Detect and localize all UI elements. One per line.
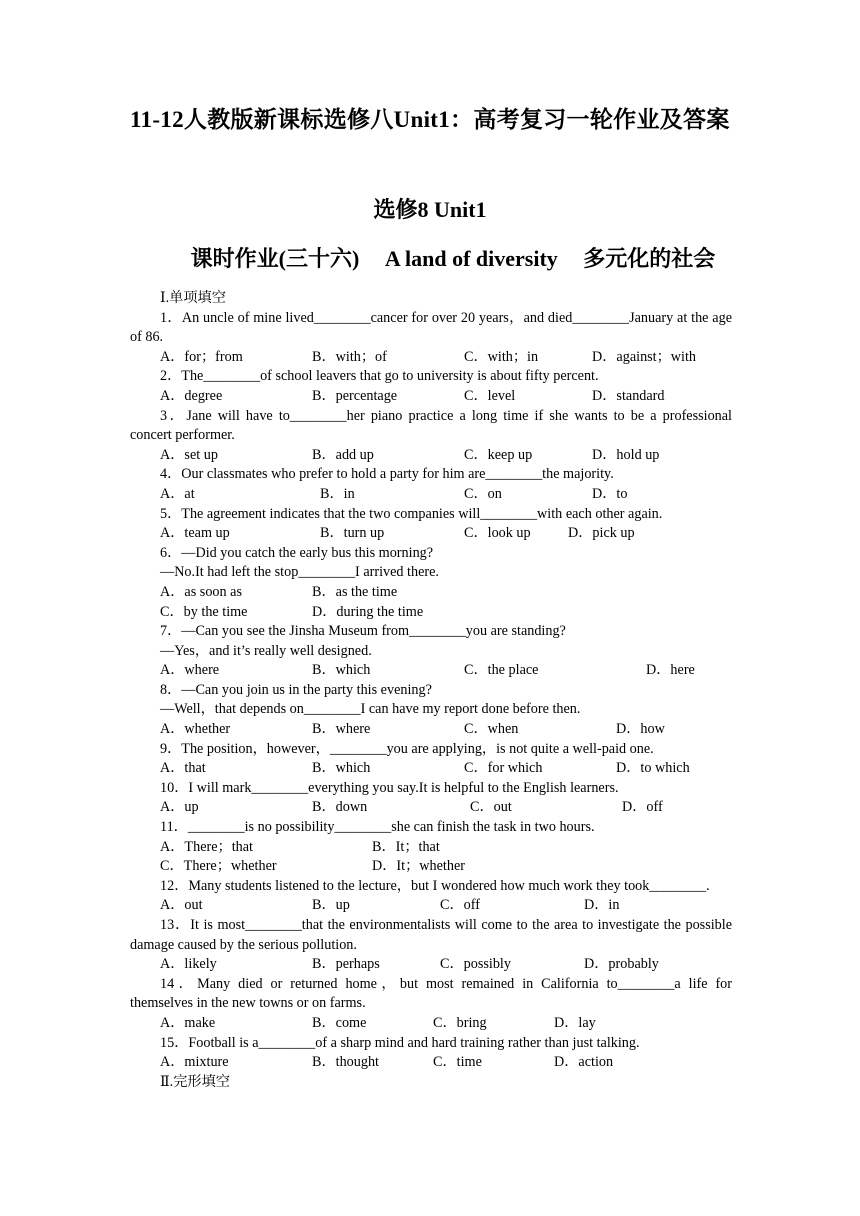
exercise-content: [130, 289, 732, 1092]
section-heading-2: Ⅱ.完形填空: [160, 1073, 230, 1090]
question-stem: 11．________is no possibility________she can finish the task in two hours.: [160, 819, 595, 836]
lesson-title: [0, 242, 860, 273]
option: A．as soon as: [160, 583, 242, 600]
option: D．in: [584, 897, 620, 914]
option: B．with；of: [312, 348, 387, 365]
option: B．where: [312, 721, 371, 738]
option-row: [130, 603, 732, 623]
option: A．mixture: [160, 1054, 229, 1071]
option: A．team up: [160, 525, 230, 542]
question-stem: 4．Our classmates who prefer to hold a party for him are________the majority.: [160, 466, 614, 483]
dialog-line: —Well，that depends on________I can have my report done before then.: [160, 701, 581, 718]
option-row: [130, 1014, 732, 1034]
dialog-line: —No.It had left the stop________I arrived there.: [160, 564, 439, 581]
question-stem: 6．—Did you catch the early bus this morning?: [160, 544, 434, 561]
question-stem: 7．—Can you see the Jinsha Museum from________you are standing?: [160, 623, 566, 640]
option: A．set up: [160, 446, 218, 463]
option: D．It；whether: [372, 858, 465, 875]
option: B．come: [312, 1014, 367, 1031]
option: C．off: [440, 897, 480, 914]
option-row: [130, 720, 732, 740]
option: D．during the time: [312, 603, 424, 620]
option: B．turn up: [320, 525, 385, 542]
option: B．in: [320, 485, 355, 502]
option: A．There；that: [160, 838, 253, 855]
option: D．here: [646, 662, 695, 679]
option-row: [130, 387, 732, 407]
section-heading-1: Ⅰ.单项填空: [160, 290, 226, 306]
question-stem: 9．The position，however，________you are applying，is not quite a well-paid one.: [160, 740, 654, 757]
question-stem: 8．—Can you join us in the party this evening?: [160, 681, 432, 698]
option: D．pick up: [568, 525, 635, 542]
option: C．with；in: [464, 348, 539, 365]
option: D．standard: [592, 387, 665, 404]
question-stem: 13．It is most________that the environmentalists will come to the area to investigate the possible damage caused by the serious pollution.: [130, 917, 732, 953]
option-row: [130, 896, 732, 916]
lesson-title-cn: 课时作业(三十六): [190, 246, 360, 271]
option-row: [130, 798, 732, 818]
option: A．out: [160, 897, 203, 914]
option: C．on: [464, 485, 502, 502]
option: B．thought: [312, 1054, 380, 1071]
option: D．off: [622, 799, 663, 816]
question-stem: 15．Football is a________of a sharp mind and hard training rather than just talking.: [160, 1034, 640, 1051]
option: C．for which: [464, 760, 543, 777]
option: D．how: [616, 721, 665, 738]
dialog-line: —Yes，and it’s really well designed.: [160, 642, 372, 659]
option: A．up: [160, 799, 199, 816]
option: C．when: [464, 721, 519, 738]
option-row: [130, 446, 732, 466]
option: A．where: [160, 662, 220, 679]
option: C．time: [433, 1054, 482, 1071]
question-stem: 2．The________of school leavers that go to university is about fifty percent.: [160, 368, 599, 385]
option-row: [130, 1053, 732, 1073]
lesson-title-cn2: 多元化的社会: [583, 246, 716, 271]
option: D．action: [554, 1054, 614, 1071]
option: C．out: [470, 799, 512, 816]
option: D．to which: [616, 760, 690, 777]
option: B．which: [312, 662, 371, 679]
option: A．likely: [160, 956, 217, 973]
option: D．probably: [584, 956, 659, 973]
option: D．to: [592, 485, 628, 502]
option: C．keep up: [464, 446, 533, 463]
option: A．for；from: [160, 348, 243, 365]
option: A．at: [160, 485, 195, 502]
option-row: [130, 583, 732, 603]
option: A．degree: [160, 387, 223, 404]
option: B．percentage: [312, 387, 398, 404]
option: B．It；that: [372, 838, 440, 855]
option: C．possibly: [440, 956, 511, 973]
option: B．up: [312, 897, 350, 914]
option-row: [130, 857, 732, 877]
option: C．bring: [433, 1014, 487, 1031]
option-row: [130, 955, 732, 975]
option: A．that: [160, 760, 206, 777]
option: B．as the time: [312, 583, 398, 600]
question-stem: 5．The agreement indicates that the two companies will________with each other again.: [160, 505, 663, 522]
question-stem: 12．Many students listened to the lecture，but I wondered how much work they took________.: [160, 877, 710, 894]
option: B．add up: [312, 446, 374, 463]
option-row: [130, 348, 732, 368]
option: B．which: [312, 760, 371, 777]
option: D．lay: [554, 1014, 596, 1031]
option: D．against；with: [592, 348, 697, 365]
option-row: [130, 838, 732, 858]
question-stem: 3．Jane will have to________her piano practice a long time if she wants to be a professional concert performer.: [130, 407, 732, 444]
document-title: 11-12人教版新课标选修八Unit1：高考复习一轮作业及答案: [130, 107, 730, 132]
question-stem: 1．An uncle of mine lived________cancer for over 20 years，and died________January at the age of 86.: [130, 309, 732, 346]
option: C．look up: [464, 525, 531, 542]
unit-subtitle: 选修8 Unit1: [373, 197, 487, 222]
lesson-title-en: A land of diversity: [384, 246, 558, 271]
option-row: [130, 524, 732, 544]
option: C．There；whether: [160, 858, 277, 875]
option: B．perhaps: [312, 956, 380, 973]
question-stem: 10．I will mark________everything you say.It is helpful to the English learners.: [160, 779, 619, 796]
option: D．hold up: [592, 446, 660, 463]
option: A．make: [160, 1014, 216, 1031]
option-row: [130, 759, 732, 779]
option-row: [130, 485, 732, 505]
option: A．whether: [160, 721, 231, 738]
question-stem: 14．Many died or returned home，but most remained in California to________a life for themselves in the new towns or on farms.: [130, 975, 732, 1012]
option: C．the place: [464, 662, 539, 679]
option: B．down: [312, 799, 368, 816]
option: C．by the time: [160, 603, 248, 620]
option-row: [130, 661, 732, 681]
option: C．level: [464, 387, 516, 404]
